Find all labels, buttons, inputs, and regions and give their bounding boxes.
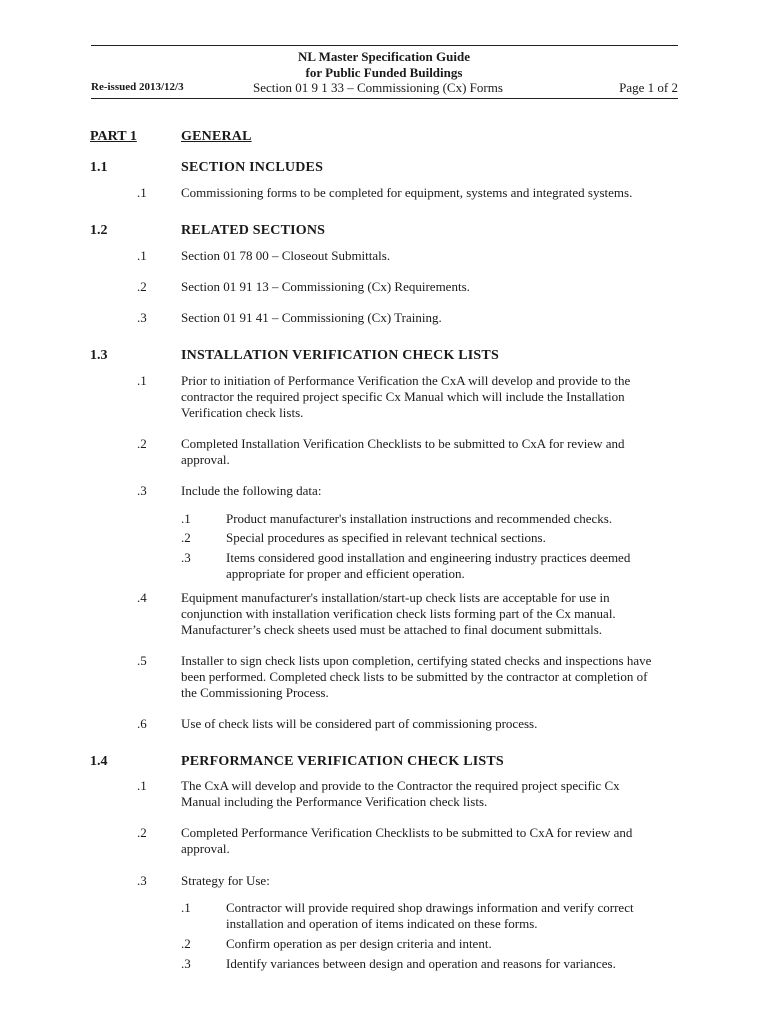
item-number: .5 (137, 653, 147, 668)
item-number: .3 (137, 483, 147, 498)
subitem-text: Identify variances between design and operation and reasons for variances. (226, 956, 616, 971)
section-heading: INSTALLATION VERIFICATION CHECK LISTS (181, 348, 499, 363)
subitem-number: .2 (181, 530, 191, 545)
header-reissued: Re-issued 2013/12/3 (91, 81, 184, 93)
subitem-text: Product manufacturer's installation instructions and recommended checks. (226, 511, 613, 526)
subitem-number: .3 (181, 550, 191, 565)
item-text: Equipment manufacturer's installation/start-up check lists are acceptable for use in conjunction with installation verification check lists forming part of the Cx manual. Manufacturer’s check sheets used must be attached to final document submittals. (181, 590, 616, 637)
header-title-line2: for Public Funded Buildings (305, 65, 463, 80)
subitem-text: Confirm operation as per design criteria and intent. (226, 936, 492, 951)
item-text: Section 01 91 41 – Commissioning (Cx) Training. (181, 310, 442, 325)
item-text: Section 01 91 13 – Commissioning (Cx) Requirements. (181, 279, 470, 294)
item-text: Include the following data: (181, 483, 322, 498)
header-title-line1: NL Master Specification Guide (297, 49, 470, 64)
item-number: .2 (137, 436, 147, 451)
item-number: .2 (137, 825, 147, 840)
section-heading: RELATED SECTIONS (181, 223, 326, 238)
item-number: .1 (137, 373, 147, 388)
item-text: Completed Installation Verification Checklists to be submitted to CxA for review and approval. (181, 436, 625, 467)
item-text: The CxA will develop and provide to the Contractor the required project specific Cx Manual including the Performance Verification check lists. (181, 778, 620, 809)
header-page-number: Page 1 of 2 (619, 80, 678, 95)
section-number: 1.4 (90, 754, 108, 769)
item-number: .1 (137, 248, 147, 263)
subitem-number: .1 (181, 900, 191, 915)
header-top-rule (91, 45, 678, 46)
section-number: 1.3 (90, 348, 108, 363)
item-number: .1 (137, 778, 147, 793)
item-number: .3 (137, 310, 147, 325)
subitem-number: .2 (181, 936, 191, 951)
item-text: Installer to sign check lists upon completion, certifying stated checks and inspections have been performed. Completed check lists to be submitted by the contractor at completion of the Commissioning Process. (181, 653, 652, 700)
section-heading: SECTION INCLUDES (181, 160, 324, 175)
section-heading: PERFORMANCE VERIFICATION CHECK LISTS (181, 754, 504, 769)
section-number: 1.1 (90, 160, 108, 175)
item-number: .4 (137, 590, 147, 605)
part-title: GENERAL (181, 129, 252, 144)
item-text: Commissioning forms to be completed for equipment, systems and integrated systems. (181, 185, 633, 200)
item-number: .3 (137, 873, 147, 888)
part-number: PART 1 (90, 129, 137, 144)
subitem-number: .3 (181, 956, 191, 971)
item-number: .1 (137, 185, 147, 200)
subitem-text: Contractor will provide required shop drawings information and verify correct installation and operation of items indicated on these forms. (226, 900, 634, 931)
item-text: Section 01 78 00 – Closeout Submittals. (181, 248, 391, 263)
item-text: Prior to initiation of Performance Verification the CxA will develop and provide to the contractor the required project specific Cx Manual which will include the Installation Verification check lists. (181, 373, 631, 420)
header-bottom-rule (91, 98, 678, 99)
section-number: 1.2 (90, 223, 108, 238)
subitem-text: Items considered good installation and engineering industry practices deemed appropriate for proper and efficient operation. (226, 550, 631, 581)
item-number: .6 (137, 716, 147, 731)
subitem-text: Special procedures as specified in relevant technical sections. (226, 530, 546, 545)
item-text: Completed Performance Verification Checklists to be submitted to CxA for review and approval. (181, 825, 633, 856)
item-text: Use of check lists will be considered part of commissioning process. (181, 716, 538, 731)
subitem-number: .1 (181, 511, 191, 526)
item-number: .2 (137, 279, 147, 294)
header-section: Section 01 9 1 33 – Commissioning (Cx) Forms (253, 80, 503, 95)
item-text: Strategy for Use: (181, 873, 270, 888)
